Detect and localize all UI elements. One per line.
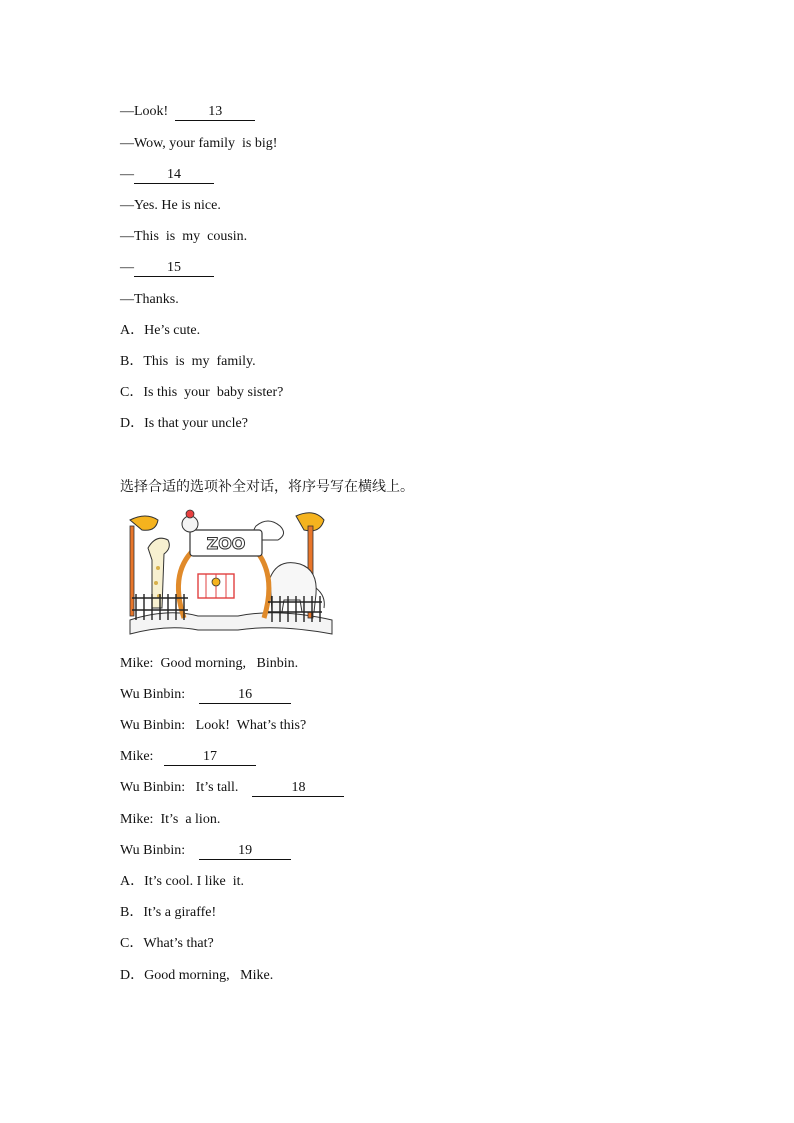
option1-a: A．He’s cute. xyxy=(120,323,201,338)
dialogue1-line-2: —Wow, your family is big! xyxy=(120,136,278,151)
dialogue1-line-1: —Look! 13 xyxy=(120,103,255,121)
option1-b: B．This is my family. xyxy=(120,354,256,369)
answer-blank-19[interactable]: 19 xyxy=(199,843,291,860)
dialogue2-line-6: Mike: It’s a lion. xyxy=(120,812,221,827)
dialogue1-line-3: — 14 xyxy=(120,166,214,184)
dialogue2-line-5: Wu Binbin: It’s tall. 18 xyxy=(120,779,344,797)
option2-d: D．Good morning, Mike. xyxy=(120,968,274,983)
answer-blank-14[interactable]: 14 xyxy=(134,167,214,184)
option2-a: A．It’s cool. I like it. xyxy=(120,874,245,889)
answer-blank-15[interactable]: 15 xyxy=(134,260,214,277)
dialogue1-line-7: —Thanks. xyxy=(120,292,179,307)
dialogue2-line-2: Wu Binbin: 16 xyxy=(120,686,291,704)
option1-d: D．Is that your uncle? xyxy=(120,416,248,431)
dialogue2-line-7: Wu Binbin: 19 xyxy=(120,842,291,860)
answer-blank-13[interactable]: 13 xyxy=(175,104,255,121)
answer-blank-16[interactable]: 16 xyxy=(199,687,291,704)
dialogue2-line-3: Wu Binbin: Look! What’s this? xyxy=(120,718,307,733)
dialogue1-line-5: —This is my cousin. xyxy=(120,229,248,244)
zoo-sign-text: ZOO xyxy=(206,534,246,553)
option2-b: B．It’s a giraffe! xyxy=(120,905,217,920)
dialogue2-line-4: Mike: 17 xyxy=(120,748,256,766)
instruction-text: 选择合适的选项补全对话，将序号写在横线上。 xyxy=(120,479,414,495)
option1-c: C．Is this your baby sister? xyxy=(120,385,284,400)
dialogue2-line-1: Mike: Good morning, Binbin. xyxy=(120,656,299,671)
dialogue1-line-6: — 15 xyxy=(120,259,214,277)
option2-c: C．What’s that? xyxy=(120,936,214,951)
answer-blank-18[interactable]: 18 xyxy=(252,780,344,797)
zoo-illustration xyxy=(128,508,334,638)
dialogue1-line-4: —Yes. He is nice. xyxy=(120,198,221,213)
answer-blank-17[interactable]: 17 xyxy=(164,749,256,766)
